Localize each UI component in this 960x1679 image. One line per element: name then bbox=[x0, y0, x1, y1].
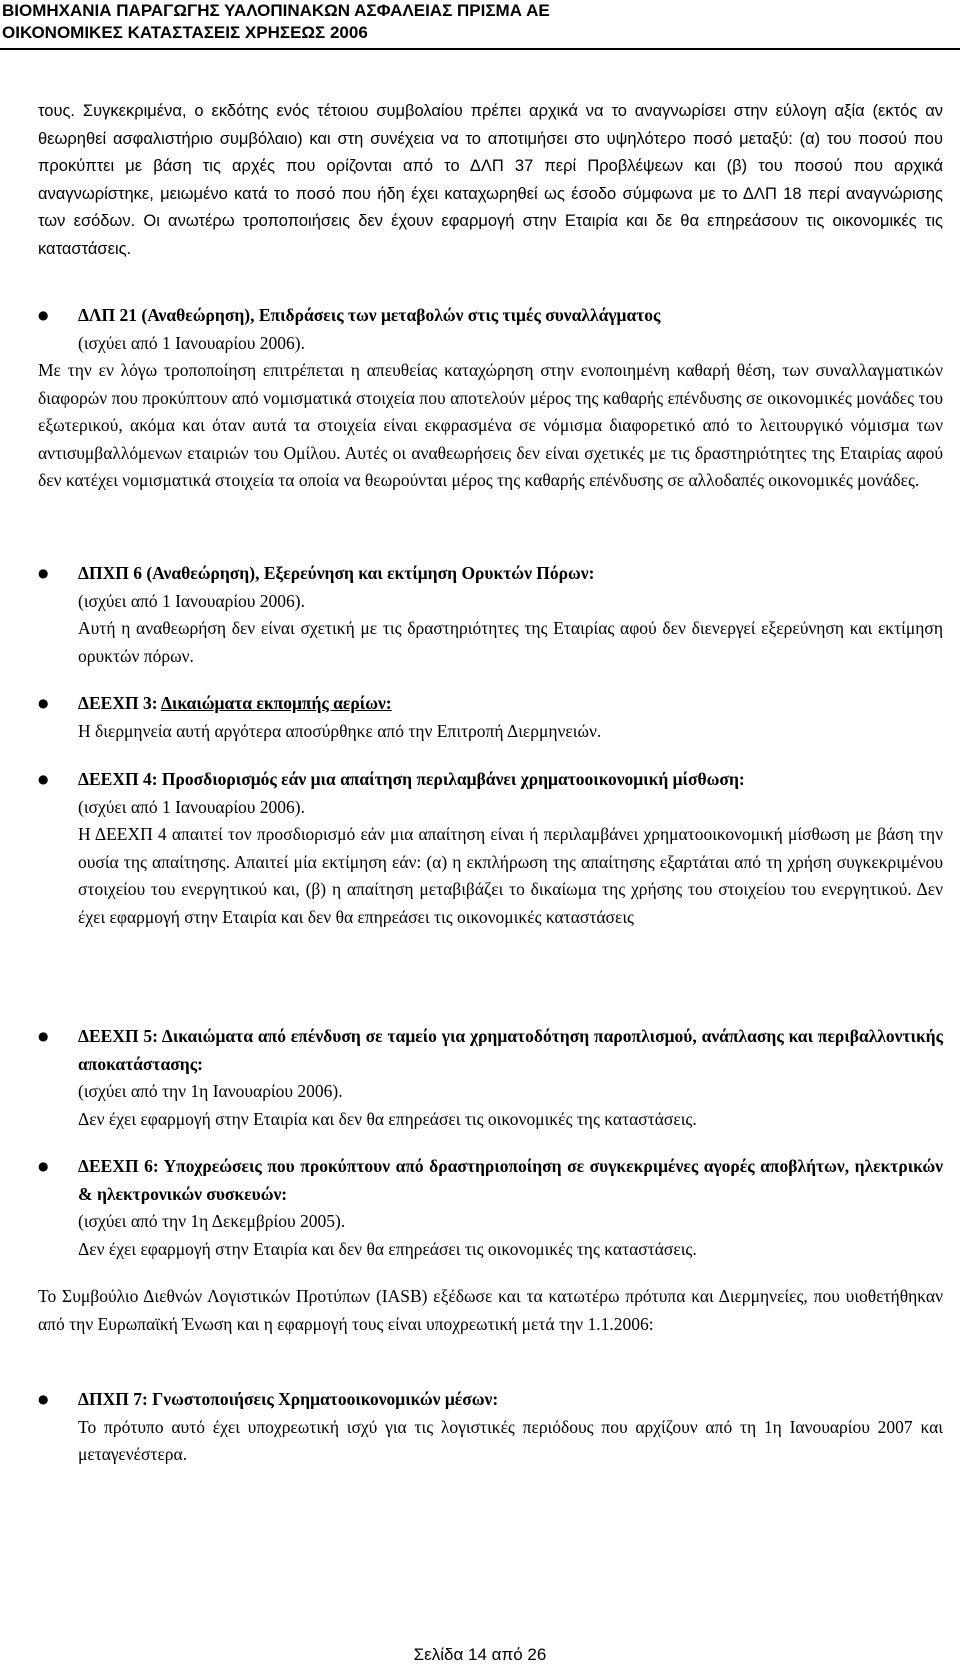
item-text: Αυτή η αναθεωρήση δεν είναι σχετική με τις δραστηριότητες της Εταιρίας αφού δεν διενεργεί εξερεύνηση και εκτίμηση ορυκτών πόρων. bbox=[78, 618, 943, 666]
bullet-icon: ● bbox=[38, 566, 49, 580]
item-effective-date: (ισχύει από την 1η Ιανουαρίου 2006). bbox=[78, 1081, 343, 1101]
item-effective-date: (ισχύει από την 1η Δεκεμβρίου 2005). bbox=[78, 1211, 346, 1231]
item-effective-date: (ισχύει από 1 Ιανουαρίου 2006). bbox=[78, 590, 306, 611]
list-item-ifric4 bbox=[38, 766, 943, 931]
bullet-icon: ● bbox=[38, 696, 49, 710]
company-name: ΒΙΟΜΗΧΑΝΙΑ ΠΑΡΑΓΩΓΗΣ ΥΑΛΟΠΙΝΑΚΩΝ ΑΣΦΑΛΕΙΑΣ ΠΡΙΣΜΑ ΑΕ bbox=[2, 1, 550, 20]
bullet-icon: ● bbox=[38, 308, 49, 322]
item-title bbox=[78, 690, 943, 718]
bullet-icon: ● bbox=[38, 1392, 49, 1406]
header-rule bbox=[0, 48, 960, 50]
intro-paragraph: τους. Συγκεκριμένα, ο εκδότης ενός τέτοιου συμβολαίου πρέπει αρχικά να το αναγνωρίσει στην εύλογη αξία (εκτός αν θεωρηθεί ασφαλιστήριο συμβόλαιο) και στη συνέχεια να το αποτιμήσει στο υψηλότερο ποσό μεταξύ: (α) του ποσού που προκύπτει με βάση τις αρχές που ορίζονται από το ΔΛΠ 37 περί Προβλέψεων και (β) του ποσού που αρχικά αναγνωρίστηκε, μειωμένο κατά το ποσό που ήδη έχει καταχωρηθεί ως έσοδο σύμφωνα με το ΔΛΠ 18 περί αναγνώρισης των εσόδων. Οι ανωτέρω τροποποιήσεις δεν έχουν εφαρμογή στην Εταιρία και δε θα επηρεάσουν τις οικονομικές τις καταστάσεις. bbox=[38, 102, 943, 258]
item-text: Δεν έχει εφαρμογή στην Εταιρία και δεν θα επηρεάσει τις οικονομικές της καταστάσεις. bbox=[78, 1108, 697, 1129]
item-title: ΔΕΕΧΠ 4: Προσδιορισμός εάν μια απαίτηση περιλαμβάνει χρηματοοικονομική μίσθωση: bbox=[78, 769, 745, 789]
bullet-icon: ● bbox=[38, 1159, 49, 1173]
document-header bbox=[0, 0, 960, 44]
page-number: Σελίδα 14 από 26 bbox=[413, 1645, 547, 1664]
item-text: Η ΔΕΕΧΠ 4 απαιτεί τον προσδιορισμό εάν μια απαίτηση είναι ή περιλαμβάνει χρηματοοικονομική μίσθωση με βάση την ουσία της απαίτησης. Απαιτεί μία εκτίμηση εάν: (α) η εκπλήρωση της απαίτησης εξαρτάται από τη χρήση συγκεκριμένου στοιχείου του ενεργητικού και, (β) η απαίτηση μεταβιβάζει το δικαίωμα της χρήσης του στοιχείου του ενεργητικού. Δεν έχει εφαρμογή στην Εταιρία και δεν θα επηρεάσει τις οικονομικές καταστάσεις bbox=[78, 824, 943, 927]
list-item-ias21 bbox=[38, 302, 943, 495]
item-text: Η διερμηνεία αυτή αργότερα αποσύρθηκε από την Επιτροπή Διερμηνειών. bbox=[78, 720, 602, 741]
item-effective-date: (ισχύει από 1 Ιανουαρίου 2006). bbox=[78, 332, 306, 353]
list-item-ifric6 bbox=[38, 1153, 943, 1263]
item-title-prefix: ΔΕΕΧΠ 3: bbox=[78, 693, 161, 713]
item-text: Το πρότυπο αυτό έχει υποχρεωτική ισχύ για τις λογιστικές περιόδους που αρχίζουν από τη 1η Ιανουαρίου 2007 και μεταγενέστερα. bbox=[78, 1416, 943, 1464]
item-title: ΔΕΕΧΠ 6: Υποχρεώσεις που προκύπτουν από δραστηριοποίηση σε συγκεκριμένες αγορές αποβλήτων, ηλεκτρικών & ηλεκτρονικών συσκευών: bbox=[78, 1156, 943, 1204]
item-title: ΔΛΠ 21 (Αναθεώρηση), Επιδράσεις των μεταβολών στις τιμές συναλλάγματος bbox=[78, 305, 661, 325]
list-item-ifrs6 bbox=[38, 560, 943, 670]
list-item-ifric5 bbox=[38, 1023, 943, 1133]
item-title: ΔΕΕΧΠ 5: Δικαιώματα από επένδυση σε ταμείο για χρηματοδότηση παροπλισμού, ανάπλασης και περιβαλλοντικής αποκατάστασης: bbox=[78, 1026, 943, 1074]
item-effective-date: (ισχύει από 1 Ιανουαρίου 2006). bbox=[78, 796, 306, 817]
item-title: ΔΠΧΠ 7: Γνωστοποιήσεις Χρηματοοικονομικών μέσων: bbox=[78, 1389, 499, 1409]
bullet-icon: ● bbox=[38, 772, 49, 786]
item-title-rest: Δικαιώματα εκπομπής αερίων: bbox=[160, 693, 392, 713]
list-item-ifric3 bbox=[38, 690, 943, 745]
iasb-paragraph: Το Συμβούλιο Διεθνών Λογιστικών Προτύπων (IASB) εξέδωσε και τα κατωτέρω πρότυπα και Διερμηνείες, που υιοθετήθηκαν από την Ευρωπαϊκή Ένωση και η εφαρμογή τους είναι υποχρεωτική μετά την 1.1.2006: bbox=[38, 1286, 943, 1334]
bullet-icon: ● bbox=[38, 1029, 49, 1043]
item-text: Δεν έχει εφαρμογή στην Εταιρία και δεν θα επηρεάσει τις οικονομικές της καταστάσεις. bbox=[78, 1238, 697, 1259]
statement-title: ΟΙΚΟΝΟΜΙΚΕΣ ΚΑΤΑΣΤΑΣΕΙΣ ΧΡΗΣΕΩΣ 2006 bbox=[2, 23, 368, 42]
item-text: Με την εν λόγω τροποποίηση επιτρέπεται η απευθείας καταχώρηση στην ενοποιημένη καθαρή θέση, των συναλλαγματικών διαφορών που προκύπτουν από νομισματικά στοιχεία που αποτελούν μέρος της καθαρής επένδυσης σε οικονομικές μονάδες του εξωτερικού, ακόμα και όταν αυτά τα στοιχεία είναι εκφρασμένα σε νόμισμα διαφορετικό από το λειτουργικό νόμισμα των αντισυμβαλλόμενων εταιριών του Ομίλου. Αυτές οι αναθεωρήσεις δεν είναι σχετικές με τις δραστηριότητες της Εταιρίας αφού δεν κατέχει νομισματικά στοιχεία τα οποία να θεωρούνται μέρος της καθαρής επένδυσης σε αλλοδαπές οικονομικές μονάδες. bbox=[38, 360, 943, 490]
list-item-ifrs7 bbox=[38, 1386, 943, 1469]
item-title: ΔΠΧΠ 6 (Αναθεώρηση), Εξερεύνηση και εκτίμηση Ορυκτών Πόρων: bbox=[78, 563, 595, 583]
